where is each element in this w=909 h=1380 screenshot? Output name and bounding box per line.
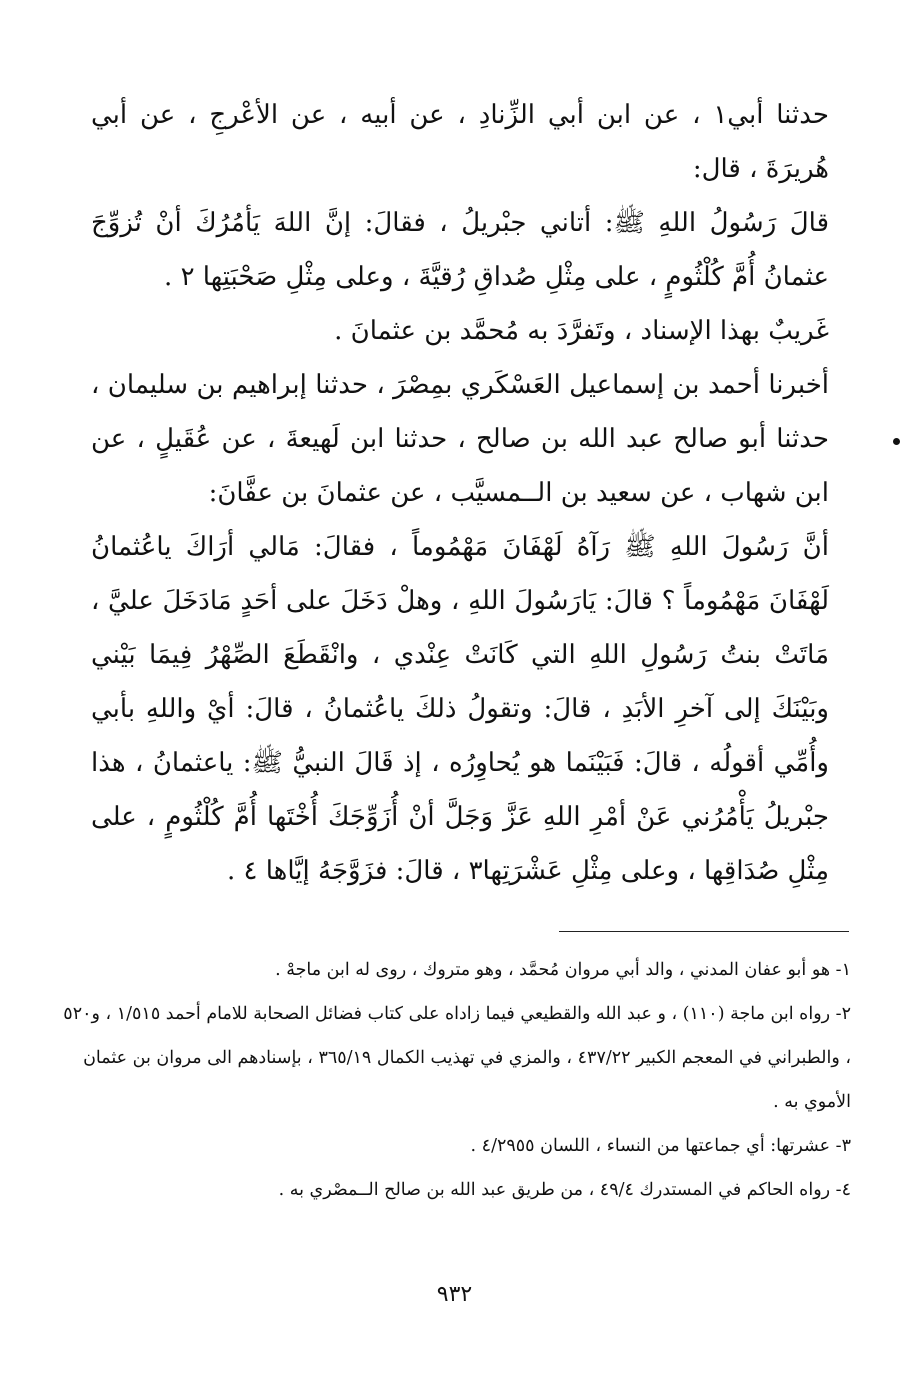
hadith-isnad-1: حدثنا أبي١ ، عن ابن أبي الزِّنادِ ، عن أبيه ، عن الأعْرجِ ، عن أبي هُريرَةَ ، قال: — [91, 100, 829, 184]
footnote-divider — [559, 931, 849, 932]
footnotes-section — [61, 948, 851, 1212]
footnote-3: ٣- عشرتها: أي جماعتها من النساء ، اللسان ٤/٢٩٥٥ . — [470, 1136, 851, 1156]
page-number: ٩٣٢ — [436, 1282, 473, 1307]
margin-dot — [893, 438, 900, 445]
main-text — [91, 88, 829, 898]
footnote-1: ١- هو أبو عفان المدني ، والد أبي مروان مُحمَّد ، وهو متروك ، روى له ابن ماجهْ . — [275, 960, 851, 980]
footnote-4: ٤- رواه الحاكم في المستدرك ٤٩/٤ ، من طريق عبد الله بن صالح الــمصْري به . — [278, 1180, 851, 1200]
hadith-isnad-2: أخبرنا أحمد بن إسماعيل العَسْكَري بمِصْرَ ، حدثنا إبراهيم بن سليمان ، حدثنا أبو صالح عبد الله بن صالح ، حدثنا ابن لَهيعةَ ، عن عُقَيلٍ ، عن ابن شهاب ، عن سعيد بن الــمسيَّب ، عن عثمانَ بن عفَّانَ: — [91, 370, 829, 508]
grading-note: غَريبٌ بهذا الإسناد ، وتَفرَّدَ به مُحمَّد بن عثمانَ . — [334, 316, 829, 346]
hadith-matn-2: أنَّ رَسُولَ اللهِ ﷺ رَآهُ لَهْفَانَ مَهْمُوماً ، فقالَ: مَالي أرَاكَ ياعُثمانُ لَهْفَانَ مَهْمُوماً ؟ قالَ: يَارَسُولَ اللهِ ، وهلْ دَخَلَ على أحَدٍ مَادَخَلَ عليَّ ، مَاتَتْ بنتُ رَسُولِ اللهِ التي كَانَتْ عِنْدي ، وانْقَطَعَ الصِّهْرُ فِيمَا بَيْني وبَيْنَكَ إلى آخرِ الأبَدِ ، قالَ: وتقولُ ذلكَ ياعُثمانُ ، قالَ: أيْ واللهِ بأبي وأُمِّي أقولُه ، قالَ: فَبَيْنَما هو يُحاوِرُه ، إذ قَالَ النبيُّ ﷺ: ياعثمانُ ، هذا جبْريلُ يَأْمُرُني عَنْ أمْرِ اللهِ عَزَّ وَجَلَّ أنْ أُزَوِّجَكَ أُخْتَها أُمَّ كُلْثُومٍ ، على مِثْلِ صُدَاقِها ، وعلى مِثْلِ عَشْرَتِها٣ ، قالَ: فزَوَّجَهُ إيَّاها ٤ . — [91, 532, 829, 886]
hadith-matn-1: قالَ رَسُولُ اللهِ ﷺ: أتاني جبْريلُ ، فقالَ: إنَّ اللهَ يَأمُرُكَ أنْ تُزوِّجَ عثمانُ أُمَّ كُلْثُومٍ ، على مِثْلِ صُداقِ رُقيَّةَ ، وعلى مِثْلِ صَحْبَتِها ٢ . — [91, 208, 829, 292]
footnote-2: ٢- رواه ابن ماجة (١١٠) ، و عبد الله والقطيعي فيما زاداه على كتاب فضائل الصحابة للامام أحمد ١/٥١٥ ، و٥٢٠ ، والطبراني في المعجم الكبير ٤٣٧/٢٢ ، والمزي في تهذيب الكمال ٣٦٥/١٩ ، بإسنادهم الى مروان بن عثمان الأموي به . — [63, 1004, 851, 1112]
